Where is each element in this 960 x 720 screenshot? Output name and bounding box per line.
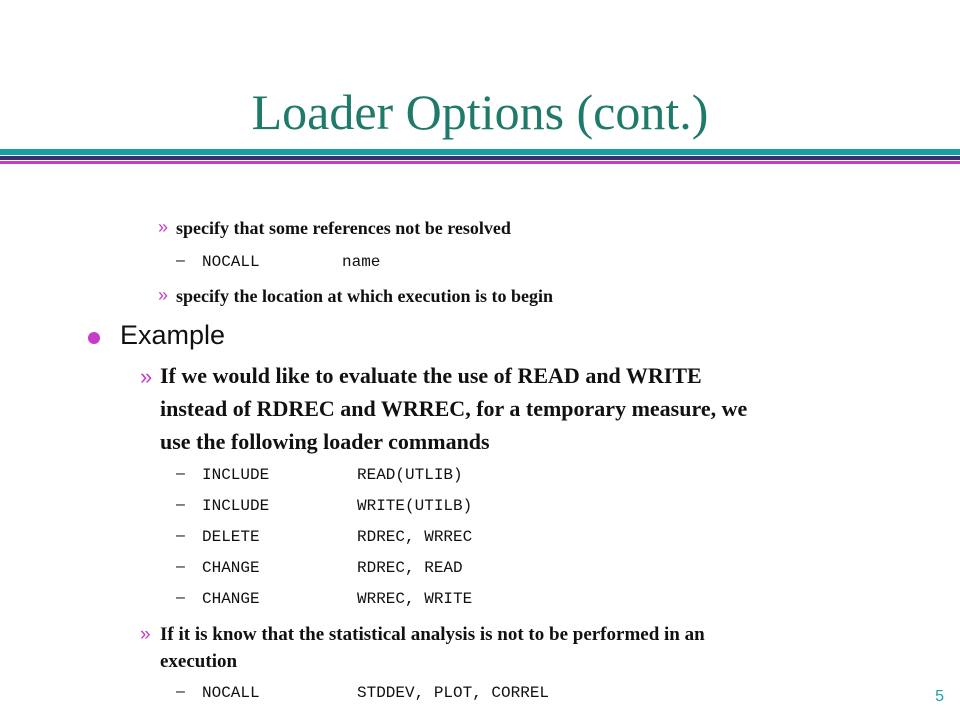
command-keyword: NOCALL — [202, 253, 260, 271]
command-keyword: CHANGE — [202, 590, 260, 608]
chevron-bullet: » — [140, 364, 153, 389]
chevron-bullet: » — [158, 217, 169, 237]
dash-bullet: – — [176, 683, 185, 700]
dash-bullet: – — [176, 465, 185, 482]
paragraph-line: If it is know that the statistical analysis is not to be performed in an — [160, 624, 705, 645]
bullet-text: specify that some references not be resolved — [176, 218, 511, 238]
title-rule-magenta — [0, 161, 960, 164]
command-argument: RDREC, WRREC — [357, 528, 473, 546]
example-heading: Example — [120, 320, 226, 350]
dash-bullet: – — [176, 252, 185, 269]
paragraph-line: execution — [160, 651, 238, 672]
slide-title: Loader Options (cont.) — [251, 84, 709, 140]
dash-bullet: – — [176, 558, 185, 575]
title-rule-navy — [0, 156, 960, 160]
command-argument: WRREC, WRITE — [357, 590, 473, 608]
title-rule-teal — [0, 149, 960, 155]
chevron-bullet: » — [140, 624, 151, 645]
command-keyword: CHANGE — [202, 559, 260, 577]
dash-bullet: – — [176, 589, 185, 606]
command-argument: READ(UTLIB) — [357, 466, 463, 484]
command-keyword: INCLUDE — [202, 497, 270, 515]
paragraph-line: instead of RDREC and WRREC, for a temporary measure, we — [160, 396, 748, 421]
bullet-text: specify the location at which execution is to begin — [176, 286, 553, 306]
command-argument: STDDEV, PLOT, CORREL — [357, 684, 550, 702]
command-keyword: DELETE — [202, 528, 260, 546]
page-number: 5 — [935, 688, 944, 705]
paragraph-line: use the following loader commands — [160, 429, 490, 454]
command-keyword: NOCALL — [202, 684, 260, 702]
command-argument: WRITE(UTILB) — [357, 497, 473, 515]
dash-bullet: – — [176, 527, 185, 544]
dash-bullet: – — [176, 496, 185, 513]
command-argument: name — [342, 253, 381, 271]
round-bullet-icon — [88, 332, 100, 344]
chevron-bullet: » — [158, 285, 169, 305]
command-keyword: INCLUDE — [202, 466, 270, 484]
paragraph-line: If we would like to evaluate the use of READ and WRITE — [160, 363, 702, 388]
command-argument: RDREC, READ — [357, 559, 463, 577]
